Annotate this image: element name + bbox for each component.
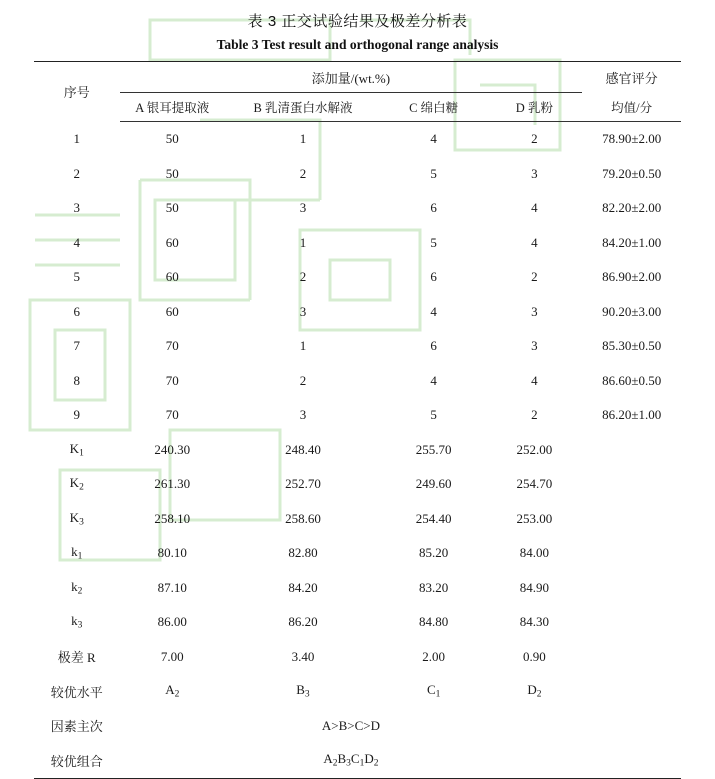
table-row [34,191,681,226]
header-group-addition: 添加量/(wt.%) [120,62,583,93]
cell-no: 4 [73,234,80,250]
header-col-a: A 银耳提取液 [120,93,226,122]
stat-a: 258.10 [154,510,191,526]
table-row [34,398,681,433]
cell-c: 4 [430,372,437,388]
cell-b: 2 [299,165,307,181]
cell-b: 1 [299,131,307,147]
stat-label: $k_3$ [71,613,83,632]
cell-a: 60 [165,234,179,250]
stat-label: $k_2$ [71,578,83,597]
cell-a: 50 [165,131,179,147]
cell-a: 70 [165,372,179,388]
cell-b: 2 [299,372,307,388]
stat-b: 258.60 [285,510,321,526]
table-row [34,157,681,192]
stat-empty [582,502,681,537]
table-row [34,329,681,364]
cell-no: 6 [73,303,80,319]
stat-c: 85.20 [419,545,449,561]
table-title-en: Table 3 Test result and orthogonal range analysis [216,37,499,52]
table-row [34,226,681,261]
cell-score: 84.20±1.00 [602,234,662,250]
range-label: 极差 R [57,650,96,666]
cell-score: 86.60±0.50 [602,372,662,388]
stat-row [34,605,681,640]
stat-row [34,467,681,502]
cell-c: 5 [430,165,437,181]
best-level-empty [582,674,681,709]
cell-a: 70 [165,407,179,423]
stat-b: 82.80 [288,545,318,561]
cell-c: 4 [430,131,437,147]
best-level-a: $A_2$ [165,682,180,701]
stat-label: $K_1$ [69,440,84,459]
cell-a: 60 [165,303,179,319]
cell-no: 5 [73,269,80,285]
best-combination-row [34,743,681,778]
stat-c: 84.80 [419,614,449,630]
cell-score: 79.20±0.50 [602,165,662,181]
cell-no: 1 [73,131,80,146]
cell-a: 70 [165,338,179,354]
stat-label: $K_3$ [69,509,84,528]
cell-b: 2 [299,269,307,285]
stat-row [34,536,681,571]
cell-c: 4 [430,303,437,319]
cell-d: 3 [531,165,538,181]
stat-b: 248.40 [285,441,321,457]
cell-c: 5 [430,234,437,250]
stat-empty [582,467,681,502]
factor-order-label: 因素主次 [50,719,103,735]
stat-c: 255.70 [415,441,452,457]
stat-empty [582,536,681,571]
cell-d: 2 [531,407,538,423]
stat-empty [582,433,681,468]
table-title-cn: 表 3 正交试验结果及极差分析表 [247,13,468,30]
header-col-c: C 绵白糖 [381,93,487,122]
table-header-row-1 [34,62,681,93]
stat-label: $K_2$ [69,475,84,494]
stat-a: 240.30 [154,441,191,457]
best-level-b: $B_3$ [296,682,310,701]
cell-no: 8 [73,372,80,388]
cell-c: 6 [430,200,437,216]
orthogonal-results-table [34,61,681,779]
best-level-c: $C_1$ [426,682,441,701]
cell-a: 50 [165,200,179,216]
range-row [34,640,681,675]
stat-a: 86.00 [157,614,187,630]
table-row [34,364,681,399]
best-combination-empty [582,743,681,778]
best-level-d: $D_2$ [527,682,542,701]
header-col-d: D 乳粉 [486,93,582,122]
stat-c: 254.40 [415,510,452,526]
stat-c: 249.60 [415,476,452,492]
cell-b: 1 [299,338,307,354]
cell-c: 6 [430,269,437,285]
cell-c: 5 [430,407,437,423]
cell-b: 3 [299,407,307,423]
stat-label: $k_1$ [71,544,83,563]
range-b: 3.40 [291,648,315,664]
range-c: 2.00 [422,648,446,664]
stat-d: 254.70 [516,476,553,492]
cell-b: 3 [299,200,307,216]
cell-d: 3 [531,338,538,354]
cell-d: 4 [531,372,538,388]
cell-d: 4 [531,234,538,250]
cell-d: 4 [531,200,538,216]
cell-b: 3 [299,303,307,319]
table-row [34,122,681,157]
stat-d: 252.00 [516,441,553,457]
stat-row [34,433,681,468]
stat-d: 253.00 [516,510,553,526]
cell-score: 86.90±2.00 [602,269,662,285]
cell-score: 78.90±2.00 [602,131,662,147]
cell-d: 3 [531,303,538,319]
cell-score: 90.20±3.00 [602,303,662,319]
header-sensory-line1: 感官评分 [582,62,681,93]
stat-d: 84.90 [519,579,549,595]
cell-a: 60 [165,269,179,285]
table-row [34,295,681,330]
factor-order-value: A>B>C>D [321,717,380,733]
stat-d: 84.00 [519,545,549,561]
cell-no: 7 [73,338,80,354]
best-level-row [34,674,681,709]
range-a: 7.00 [160,648,184,664]
cell-d: 2 [531,131,538,147]
cell-c: 6 [430,338,437,354]
stat-row [34,571,681,606]
cell-score: 82.20±2.00 [602,200,662,216]
cell-b: 1 [299,234,307,250]
stat-a: 87.10 [157,579,187,595]
stat-row [34,502,681,537]
stat-a: 261.30 [154,476,191,492]
cell-score: 85.30±0.50 [602,338,662,354]
stat-a: 80.10 [157,545,187,561]
table-row [34,260,681,295]
stat-c: 83.20 [419,579,449,595]
cell-no: 3 [73,200,80,216]
factor-order-row [34,709,681,744]
best-level-label: 较优水平 [50,684,103,700]
table-header-row-2 [34,93,681,122]
stat-b: 86.20 [288,614,318,630]
cell-score: 86.20±1.00 [602,407,662,423]
header-col-b: B 乳清蛋白水解液 [225,93,381,122]
cell-no: 9 [73,407,80,423]
stat-empty [582,571,681,606]
best-combination-label: 较优组合 [34,743,120,778]
range-empty [582,640,681,675]
cell-a: 50 [165,165,179,181]
stat-empty [582,605,681,640]
header-sensory-line2: 均值/分 [582,93,681,122]
stat-b: 84.20 [288,579,318,595]
header-col-no: 序号 [34,62,120,122]
cell-d: 2 [531,269,538,285]
factor-order-empty [582,709,681,744]
cell-no: 2 [73,165,80,181]
stat-d: 84.30 [519,614,549,630]
best-combination-value: $A_2B_3C_1D_2$ [120,743,583,778]
stat-b: 252.70 [285,476,321,492]
range-d: 0.90 [523,648,546,664]
